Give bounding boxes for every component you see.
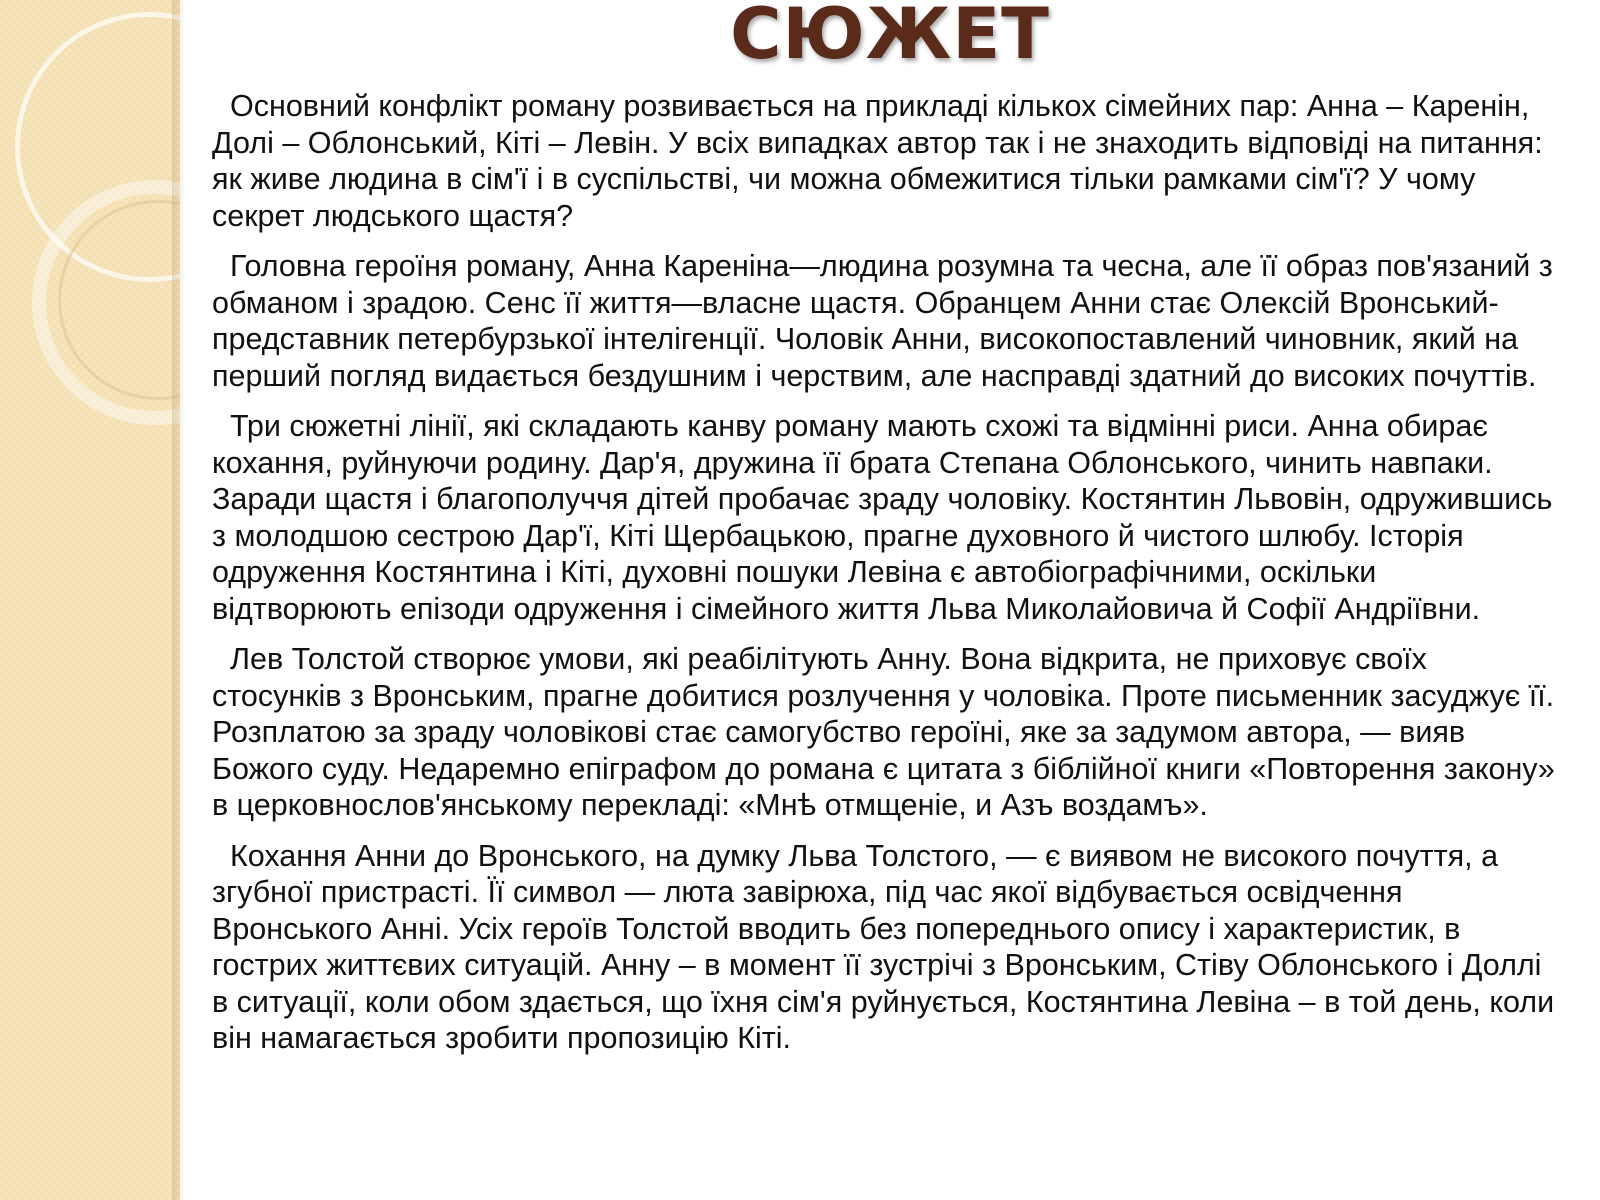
paragraph-conflict: Основний конфлікт роману розвивається на прикладі кількох сімейних пар: Анна – Каренін, Долі – Облонський, Кіті – Левін. У всіх випадках автор так і не знаходить відповіді на питання: як живе людина в сім'ї і в суспільстві, чи можна обмежитися тільки рамками сім'ї? У чому секрет людського щастя?	[212, 89, 1543, 233]
paragraph-rehabilitation: Лев Толстой створює умови, які реабілітують Анну. Вона відкрита, не приховує своїх стосунків з Вронським, прагне добитися розлучення у чоловіка. Проте письменник засуджує її. Розплатою за зраду чоловікові стає самогубство героїні, яке за задумом автора, — вияв Божого суду. Недаремно епіграфом до романа є цитата з біблійної книги «Повторення закону» в церковнослов'янському перекладі: «Мнѣ отмщеніе, и Азъ воздамъ».	[212, 642, 1555, 822]
paragraph-plot-lines: Три сюжетні лінії, які складають канву роману мають схожі та відмінні риси. Анна обирає кохання, руйнуючи родину. Дар'я, дружина її брата Степана Облонського, чинить навпаки. Заради щастя і благополуччя дітей пробачає зраду чоловіку. Костянтин Львовін, одружившись з молодшою сестрою Дар'ї, Кіті Щербацькою, прагне духовного й чистого шлюбу. Історія одруження Костянтина і Кіті, духовні пошуки Левіна є автобіографічними, оскільки відтворюють епізоди одруження і сімейного життя Льва Миколайовича й Софії Андріївни.	[212, 409, 1553, 626]
slide-body	[212, 88, 1557, 1071]
decorative-side-panel	[0, 0, 180, 1200]
slide-title: СЮЖЕТ	[730, 0, 1050, 75]
paragraph-heroine: Головна героїня роману, Анна Кареніна—людина розумна та чесна, але її образ пов'язаний з обманом і зрадою. Сенс її життя—власне щастя. Обранцем Анни стає Олексій Вронський-представник петербурзької інтелігенції. Чоловік Анни, високопоставлений чиновник, який на перший погляд видається бездушним і черствим, але насправді здатний до високих почуттів.	[212, 249, 1553, 393]
side-panel-shadow	[172, 0, 186, 1200]
paragraph-passion: Кохання Анни до Вронського, на думку Льва Толстого, — є виявом не високого почуття, а згубної пристрасті. Її символ — люта завірюха, під час якої відбувається освідчення Вронського Анні. Усіх героїв Толстой вводить без попереднього опису і характеристик, в гострих життєвих ситуацій. Анну – в момент її зустрічі з Вронським, Стіву Облонського і Доллі в ситуації, коли обом здається, що їхня сім'я руйнується, Костянтина Левіна – в той день, коли він намагається зробити пропозицію Кіті.	[212, 838, 1555, 1055]
